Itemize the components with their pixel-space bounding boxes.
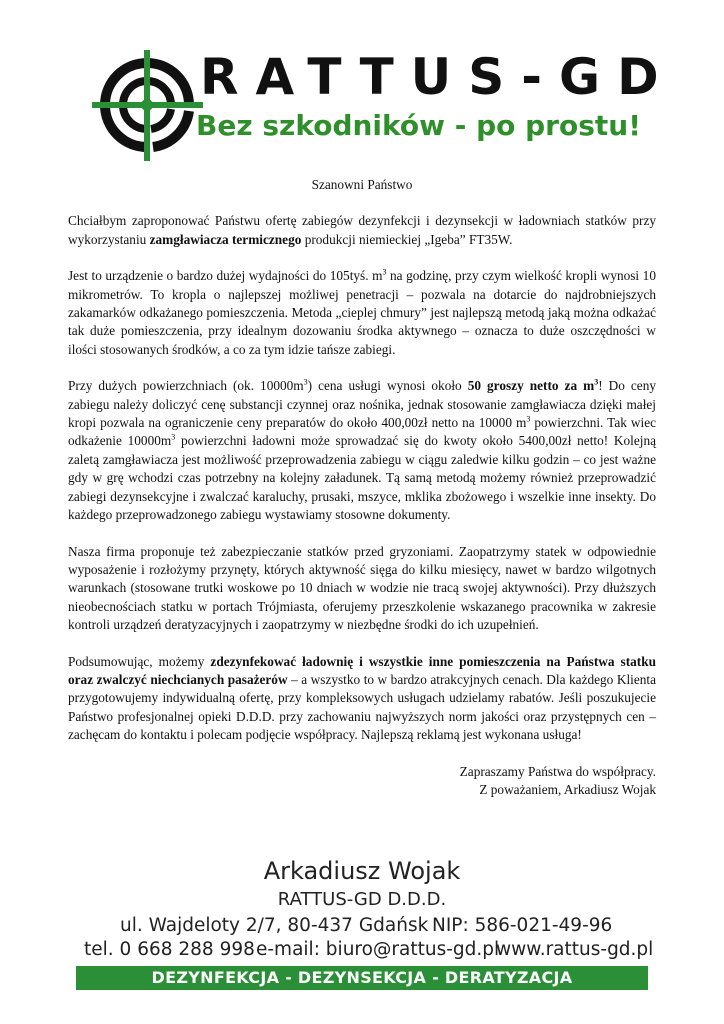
text: 50 groszy netto za m xyxy=(467,378,595,394)
text: na godzinę, przy czym wielkość kropli wynosi 10 mikrometrów. To kropla o najlepszej możliwej penetracji – pozwala na dotarcie do najdrobniejszych zakamarków odkażanego pomieszczenia. Metoda „cieplej chmury” jest najlepszą metodą jaką można odkażać tak duże pomieszczenia, przy idealnym dozowaniu środka aktywnego – oznacza to duże oszczędności w ilości stosowanych środków, a co za tym idzie tańsze zabiegi. xyxy=(68,268,656,357)
brand-name: RATTUS-GD xyxy=(200,48,676,106)
text: ! Do ceny zabiegu należy doliczyć cenę substancji czynnej oraz nośnika, jednak stosowanie zamgławiacza dzięki małej kropi pozwala na ograniczenie ceny preparatów do około 400,00zł netto na 10000 m xyxy=(68,378,656,431)
closing-invitation: Zapraszamy Państwa do współpracy. xyxy=(459,763,656,779)
bold-text xyxy=(468,378,598,393)
paragraph-offer xyxy=(68,212,656,249)
bold-text: zdezynfekować ładownię i wszystkie inne pomieszczenia na Państwa statku oraz zwalczyć niechcianych pasażerów xyxy=(68,653,657,687)
text: powierzchni ładowni może sprowadzać się do kwoty około 5400,00zł netto! Kolejną zaletą zamgławiacza jest możliwość przeprowadzenia zabiegu w ciągu zaledwie kilku godzin – co jest ważne gdy w grę wchodzi czas potrzebny na kolejny załadunek. Tą samą metodą możemy również przeprowadzić zabiegi dezynsekcyjne i zwalczać karaluchy, prusaki, mszyce, mklika zbożowego i wszelkie inne insekty. Do każdego przeprowadzonego zabiegu wystawiamy stosowne dokumenty. xyxy=(68,433,656,523)
closing-signature: Z poważaniem, Arkadiusz Wojak xyxy=(479,781,656,797)
paragraph-rodents: Nasza firma proponuje też zabezpieczanie statków przed gryzoniami. Zaopatrzymy statek w odpowiednie wyposażenie i rozłożymy przynęty, których aktywność sięga do kilku miesięcy, nawet w bardzo wilgotnych warunkach (stosowane trutki woskowe po 10 dniach w wodzie nie tracą swojej aktywności). Przy dłuższych nieobecnościach statku w portach Trójmiasta, oferujemy przeszkolenie wskazanego pracownika w zakresie kontroli urządzeń deratyzacyjnych i zaopatrzymy w niezbędne środki do ich uzupełnień. xyxy=(68,543,656,633)
text: Jest to urządzenie o bardzo dużej wydajności do 105tyś. m xyxy=(68,268,383,284)
footer-name: Arkadiusz Wojak xyxy=(263,857,461,885)
crosshair-target-icon xyxy=(90,48,205,163)
superscript: 3 xyxy=(303,377,308,387)
text: – a wszystko to w bardzo atrakcyjnych cenach. Dla każdego Klienta przygotowujemy indywidualną ofertę, przy kompleksowych usługach udzielamy rabatów. Jeśli poszukujecie Państwo profesjonalnej opieki D.D.D. przy zachowaniu najwyższych norm jakości oraz przystępnych cen – zachęcam do kontaktu i polecam podjęcie współpracy. Najlepszą reklamą jest wykonana usługa! xyxy=(68,671,656,743)
paragraph-device xyxy=(68,267,656,359)
text: produkcji niemieckiej „Igeba” FT35W. xyxy=(301,231,513,247)
footer-email[interactable]: e-mail: biuro@rattus-gd.pl xyxy=(256,939,500,960)
bold-text: zamgławiacza termicznego xyxy=(149,231,302,247)
greeting: Szanowni Państwo xyxy=(311,177,413,192)
footer-phone: tel. 0 668 288 998 xyxy=(84,939,255,960)
superscript: 3 xyxy=(171,433,176,443)
superscript: 3 xyxy=(526,414,531,424)
text: powierzchni. Tak wiec odkażenie 10000m xyxy=(68,415,657,449)
superscript: 3 xyxy=(594,377,599,387)
paragraph-pricing xyxy=(68,377,656,524)
text: Przy dużych powierzchniach (ok. 10000m xyxy=(68,378,304,394)
slogan: Bez szkodników - po prostu! xyxy=(196,109,641,142)
paragraph-summary xyxy=(68,653,656,745)
text: Chciałbym zaproponować Państwu ofertę zabiegów dezynfekcji i dezynsekcji w ładowniach statków przy wykorzystaniu xyxy=(68,213,656,247)
text: Podsumowując, możemy xyxy=(68,653,211,669)
letter-body xyxy=(68,176,656,799)
footer-nip: NIP: 586-021-49-96 xyxy=(432,915,613,936)
superscript: 3 xyxy=(382,267,387,277)
text: ) cena usługi wynosi około xyxy=(307,378,468,394)
services-band: DEZYNFEKCJA - DEZYNSEKCJA - DERATYZACJA xyxy=(76,966,648,990)
footer-address: ul. Wajdeloty 2/7, 80-437 Gdańsk xyxy=(120,915,429,936)
footer-company: RATTUS-GD D.D.D. xyxy=(277,889,447,910)
footer-website[interactable]: www.rattus-gd.pl xyxy=(496,939,654,960)
